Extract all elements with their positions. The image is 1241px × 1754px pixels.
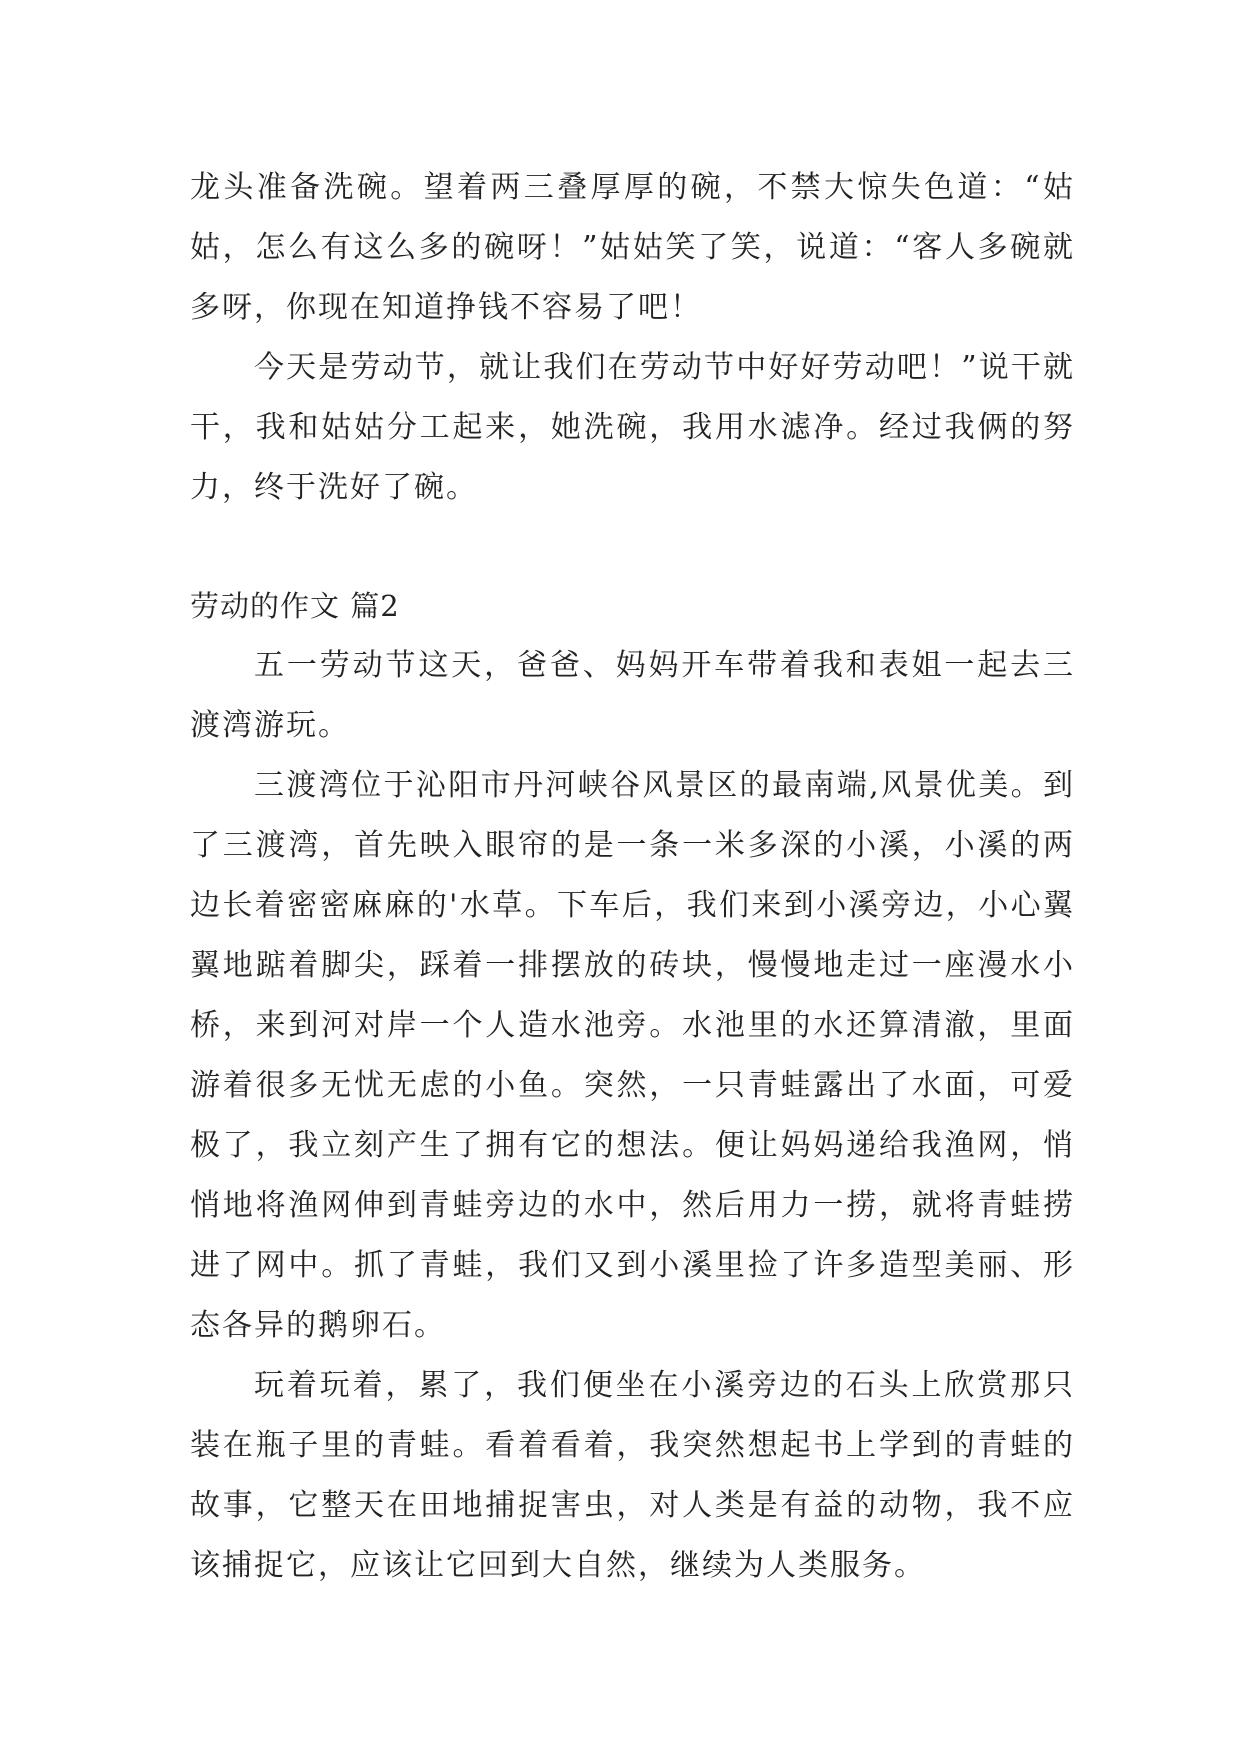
- paragraph-sandu-bay: 三渡湾位于沁阳市丹河峡谷风景区的最南端,风景优美。到了三渡湾，首先映入眼帘的是一条一米多深的小溪，小溪的两边长着密密麻麻的'水草。下车后，我们来到小溪旁边，小心翼翼地踮着脚尖，踩着一排摆放的砖块，慢慢地走过一座漫水小桥，来到河对岸一个人造水池旁。水池里的水还算清澈，里面游着很多无忧无虑的小鱼。突然，一只青蛙露出了水面，可爱极了，我立刻产生了拥有它的想法。便让妈妈递给我渔网，悄悄地将渔网伸到青蛙旁边的水中，然后用力一捞，就将青蛙捞进了网中。抓了青蛙，我们又到小溪里捡了许多造型美丽、形态各异的鹅卵石。: [190, 768, 1075, 1343]
- section-heading: 劳动的作文 篇2: [190, 589, 400, 623]
- document-body: [190, 158, 1075, 1596]
- paragraph-labor-day: 今天是劳动节，就让我们在劳动节中好好劳动吧！”说干就干，我和姑姑分工起来，她洗碗，我用水滤净。经过我俩的努力，终于洗好了碗。: [190, 350, 1075, 505]
- section-spacer: [190, 518, 1075, 576]
- paragraph-continuation: 龙头准备洗碗。望着两三叠厚厚的碗，不禁大惊失色道：“姑姑，怎么有这么多的碗呀！”姑姑笑了笑，说道：“客人多碗就多呀，你现在知道挣钱不容易了吧！: [190, 170, 1075, 325]
- paragraph-frog: 玩着玩着，累了，我们便坐在小溪旁边的石头上欣赏那只装在瓶子里的青蛙。看着看着，我突然想起书上学到的青蛙的故事，它整天在田地捕捉害虫，对人类是有益的动物，我不应该捕捉它，应该让它回到大自然，继续为人类服务。: [190, 1368, 1075, 1583]
- paragraph-intro: 五一劳动节这天，爸爸、妈妈开车带着我和表姐一起去三渡湾游玩。: [190, 648, 1075, 743]
